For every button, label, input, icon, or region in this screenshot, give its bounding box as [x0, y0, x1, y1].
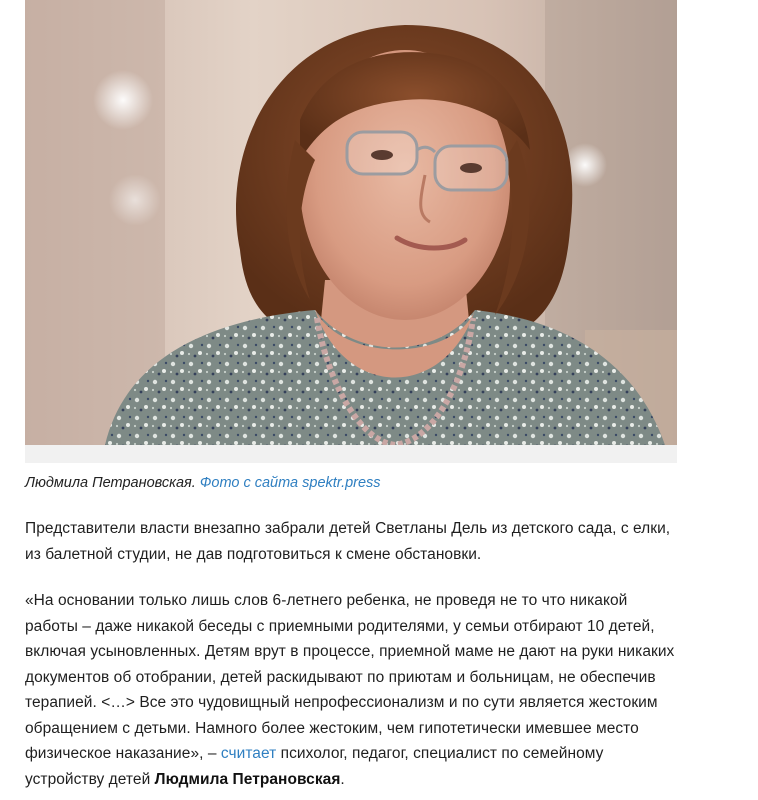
paragraph-intro: Представители власти внезапно забрали детей Светланы Дель из детского сада, с елки, из балетной студии, не дав подготовиться к смене обстановки.	[25, 520, 671, 563]
article	[25, 0, 677, 792]
photo-bottom-strip	[25, 445, 677, 463]
caption-name: Людмила Петрановская.	[25, 475, 196, 491]
photo-caption	[25, 471, 677, 495]
considers-link[interactable]: считает	[220, 745, 277, 762]
paragraph-end: .	[340, 770, 345, 788]
portrait-image	[25, 0, 677, 445]
caption-source-link[interactable]: Фото с сайта spektr.press	[199, 475, 381, 491]
attribution-text: психолог, педагог, специалист по семейному устройству детей	[25, 745, 604, 788]
paragraph-quote	[25, 588, 677, 792]
portrait-photo	[25, 0, 677, 445]
quote-text: «На основании только лишь слов 6-летнего ребенка, не проведя не то что никакой работы – даже никакой беседы с приемными родителями, у семьи отбирают 10 детей, включая усыновленных. Детям врут в процессе, приемной маме не дают на руки никаких документов об отобрании, детей раскидывают по приютам и больницам, не обеспечив терапией. <…> Все это чудовищный непрофессионализм и по сути является жестоким обращением с детьми. Намного более жестоким, чем гипотетически имевшее место физическое наказание», –	[25, 592, 675, 762]
person-name: Людмила Петрановская	[154, 770, 341, 788]
